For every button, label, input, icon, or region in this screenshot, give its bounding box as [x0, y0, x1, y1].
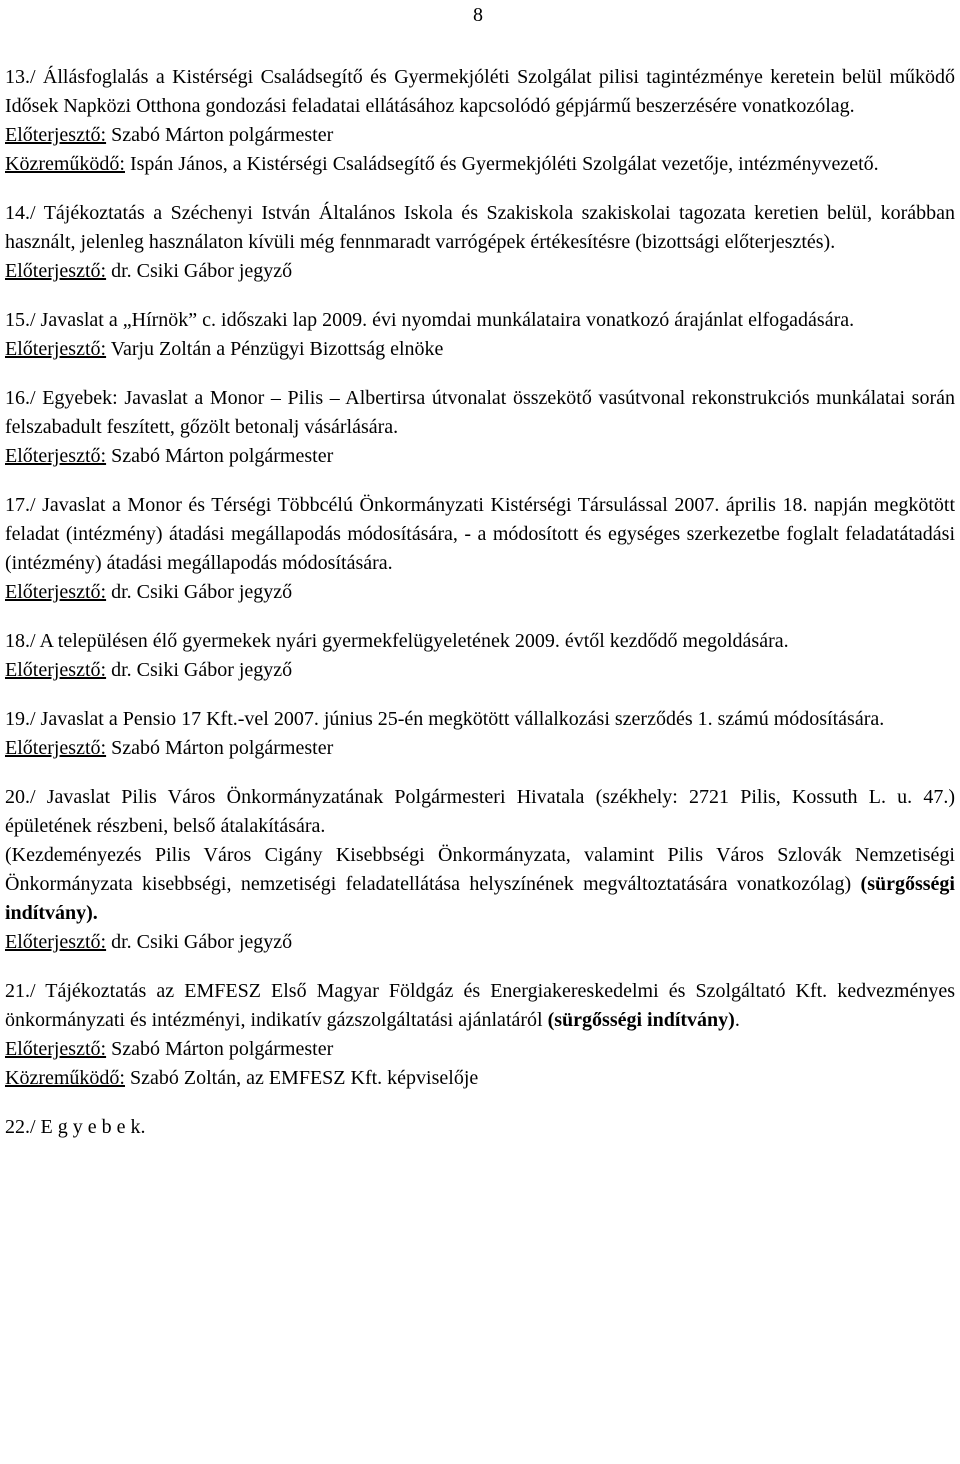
- presenter-name: dr. Csiki Gábor jegyző: [106, 931, 293, 953]
- presenter-line: [5, 257, 955, 286]
- agenda-item-22: [5, 1113, 955, 1142]
- presenter-line: [5, 335, 955, 364]
- presenter-name: Szabó Márton polgármester: [106, 737, 334, 759]
- presenter-name: Szabó Márton polgármester: [106, 445, 334, 467]
- item-text: 21./ Tájékoztatás az EMFESZ Első Magyar Földgáz és Energiakereskedelmi és Szolgáltató Kft. kedvezményes önkormányzati és intézményi, indikatív gázszolgáltatási ajánlatáról: [5, 980, 955, 1031]
- agenda-item-17: [5, 491, 955, 607]
- agenda-item-20: [5, 783, 955, 957]
- presenter-line: [5, 121, 955, 150]
- contributor-label: Közreműködő:: [5, 153, 125, 175]
- agenda-item-14: [5, 199, 955, 286]
- urgent-motion-label: (sürgősségi indítvány).: [5, 873, 955, 924]
- page-number: 8: [473, 4, 483, 26]
- agenda-item-text: 22./ E g y e b e k.: [5, 1116, 146, 1138]
- presenter-line: [5, 442, 955, 471]
- presenter-label: Előterjesztő:: [5, 338, 107, 360]
- presenter-label: Előterjesztő:: [5, 737, 107, 759]
- presenter-label: Előterjesztő:: [5, 659, 107, 681]
- agenda-item-text: [5, 977, 955, 1035]
- agenda-item-text: 19./ Javaslat a Pensio 17 Kft.-vel 2007. június 25-én megkötött vállalkozási szerződés 1. számú módosítására.: [5, 708, 885, 730]
- presenter-label: Előterjesztő:: [5, 931, 107, 953]
- agenda-item-note: [5, 841, 955, 928]
- agenda-item-18: [5, 627, 955, 685]
- agenda-item-text: 13./ Állásfoglalás a Kistérségi Családsegítő és Gyermekjóléti Szolgálat pilisi tagintézménye keretein belül működő Idősek Napközi Otthona gondozási feladatai ellátásához kapcsolódó gépjármű beszerzésére vonatkozólag.: [5, 66, 955, 117]
- presenter-label: Előterjesztő:: [5, 445, 107, 467]
- presenter-name: dr. Csiki Gábor jegyző: [106, 581, 293, 603]
- contributor-name: Ispán János, a Kistérségi Családsegítő és Gyermekjóléti Szolgálat vezetője, intézményvezető.: [124, 153, 879, 175]
- agenda-item-15: [5, 306, 955, 364]
- agenda-item-16: [5, 384, 955, 471]
- presenter-name: Szabó Márton polgármester: [106, 1038, 334, 1060]
- presenter-name: Szabó Márton polgármester: [106, 124, 334, 146]
- agenda-item-text: 16./ Egyebek: Javaslat a Monor – Pilis – Albertirsa útvonalat összekötő vasútvonal rekonstrukciós munkálatai során felszabadult feszített, gőzölt betonalj vásárlására.: [5, 387, 955, 438]
- presenter-line: [5, 578, 955, 607]
- agenda-item-text: 18./ A településen élő gyermekek nyári gyermekfelügyeletének 2009. évtől kezdődő megoldására.: [5, 630, 789, 652]
- urgent-motion-label: (sürgősségi indítvány): [547, 1009, 735, 1031]
- presenter-line: [5, 656, 955, 685]
- presenter-line: [5, 734, 955, 763]
- presenter-label: Előterjesztő:: [5, 260, 107, 282]
- agenda-item-text: 17./ Javaslat a Monor és Térségi Többcélú Önkormányzati Kistérségi Társulással 2007. április 18. napján megkötött feladat (intézmény) átadási megállapodás módosítására, - a módosított és egységes szerkezetbe foglalt feladatátadási (intézmény) átadási megállapodás módosítására.: [5, 494, 955, 574]
- contributor-line: [5, 150, 955, 179]
- contributor-line: [5, 1064, 955, 1093]
- presenter-label: Előterjesztő:: [5, 1038, 107, 1060]
- contributor-label: Közreműködő:: [5, 1067, 125, 1089]
- agenda-item-text: 20./ Javaslat Pilis Város Önkormányzatának Polgármesteri Hivatala (székhely: 2721 Pilis, Kossuth L. u. 47.) épületének részbeni, belső átalakítására.: [5, 786, 955, 837]
- agenda-item-text: 15./ Javaslat a „Hírnök” c. időszaki lap 2009. évi nyomdai munkálataira vonatkozó árajánlat elfogadására.: [5, 309, 855, 331]
- presenter-label: Előterjesztő:: [5, 581, 107, 603]
- agenda-item-text: 14./ Tájékoztatás a Széchenyi István Általános Iskola és Szakiskola szakiskolai tagozata keretien belül, korábban használt, jelenleg használaton kívüli még fennmaradt varrógépek értékesítésre (bizottsági előterjesztés).: [5, 202, 955, 253]
- item-text-end: .: [734, 1009, 740, 1031]
- agenda-item-13: [5, 63, 955, 179]
- presenter-line: [5, 1035, 955, 1064]
- agenda-list: [5, 63, 955, 1162]
- presenter-line: [5, 928, 955, 957]
- presenter-name: Varju Zoltán a Pénzügyi Bizottság elnöke: [106, 338, 444, 360]
- agenda-item-19: [5, 705, 955, 763]
- presenter-name: dr. Csiki Gábor jegyző: [106, 659, 293, 681]
- presenter-label: Előterjesztő:: [5, 124, 107, 146]
- agenda-item-21: [5, 977, 955, 1093]
- presenter-name: dr. Csiki Gábor jegyző: [106, 260, 293, 282]
- contributor-name: Szabó Zoltán, az EMFESZ Kft. képviselője: [124, 1067, 479, 1089]
- note-text: (Kezdeményezés Pilis Város Cigány Kisebbségi Önkormányzata, valamint Pilis Város Szlovák Nemzetiségi Önkormányzata kisebbségi, nemzetiségi feladatellátása helyszínének megváltoztatására vonatkozólag): [5, 844, 955, 895]
